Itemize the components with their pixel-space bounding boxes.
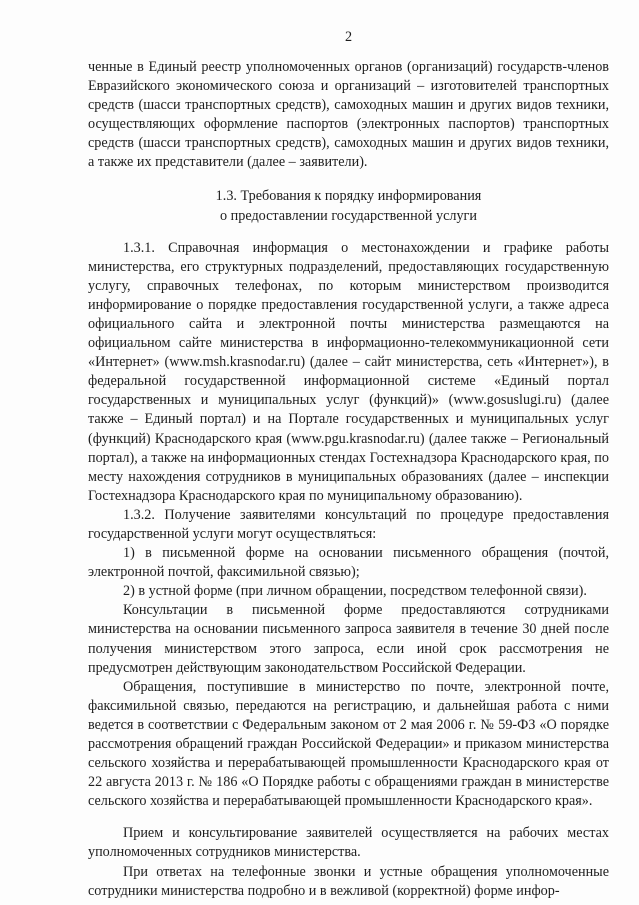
list-item-oral-form: 2) в устной форме (при личном обращении, посредством телефонной связи). [123,583,587,600]
paragraph-written-consultations: Консультации в письменной форме предоставляются сотрудниками министерства на основании письменного запроса заявителя в течение 30 дней после получения министерством этого запроса, если иной срок рассмотрения не предусмотрен действующим законодательством Российской Федерации. [88,602,609,676]
section-heading [88,186,609,226]
paragraph-phone-answers: При ответах на телефонные звонки и устные обращения уполномоченные сотрудники министерства подробно и в вежливой (корректной) форме инфор- [88,863,609,899]
paragraph-gap [88,811,609,824]
page-number: 2 [344,29,353,45]
list-item-written-form: 1) в письменной форме на основании письменного обращения (почтой, электронной почтой, факсимильной связью); [88,545,609,581]
intro-paragraph: ченные в Единый реестр уполномоченных органов (организаций) государств-членов Евразийского экономического союза и организаций – изготовителей транспортных средств (шасси транспортных средств), самоходных машин и других видов техники, осуществляющих оформление паспортов (электронных паспортов) транспортных средств (шасси транспортных средств), самоходных машин и других видов техники, а также их представители (далее – заявители). [88,59,609,171]
paragraph-1-3-2: 1.3.2. Получение заявителями консультаций по процедуре предоставления государственной услуги могут осуществляться: [88,506,609,542]
paragraph-reception: Прием и консультирование заявителей осуществляется на рабочих местах уполномоченных сотрудников министерства. [88,825,609,861]
section-heading-line-2: о предоставлении государственной услуги [220,207,477,224]
section-heading-line-1: 1.3. Требования к порядку информирования [215,187,482,204]
paragraph-appeals-registration: Обращения, поступившие в министерство по почте, электронной почте, факсимильной связью, передаются на регистрацию, и дальнейшая работа с ними ведется в соответствии с Федеральным законом от 2 мая 2006 г. № 59-ФЗ «О порядке рассмотрения обращений граждан Российской Федерации» и приказом министерства сельского хозяйства и перерабатывающей промышленности Краснодарского края от 22 августа 2013 г. № 186 «О Порядке работы с обращениями граждан в министерстве сельского хозяйства и перерабатывающей промышленности Краснодарского края». [88,678,609,810]
paragraph-1-3-1: 1.3.1. Справочная информация о местонахождении и графике работы министерства, его структурных подразделений, предоставляющих государственную услугу, справочных телефонах, по которым министерством производится информирование о порядке предоставления государственной услуги, а также адреса официального сайта и электронной почты министерства размещаются на официальном сайте министерства в информационно-телекоммуникационной сети «Интернет» (www.msh.krasnodar.ru) (далее – сайт министерства, сеть «Интернет»), в федеральной государственной информационной системе «Единый портал государственных и муниципальных услуг (функций)» (www.gosuslugi.ru) (далее также – Единый портал) и на Портале государственных и муниципальных услуг (функций) Краснодарского края (www.pgu.krasnodar.ru) (далее также – Региональный портал), а также на информационных стендах Гостехнадзора Краснодарского края, по месту нахождения сотрудников в муниципальных образованиях (далее – инспекции Гостехнадзора Краснодарского края по муниципальному образованию). [88,239,609,504]
